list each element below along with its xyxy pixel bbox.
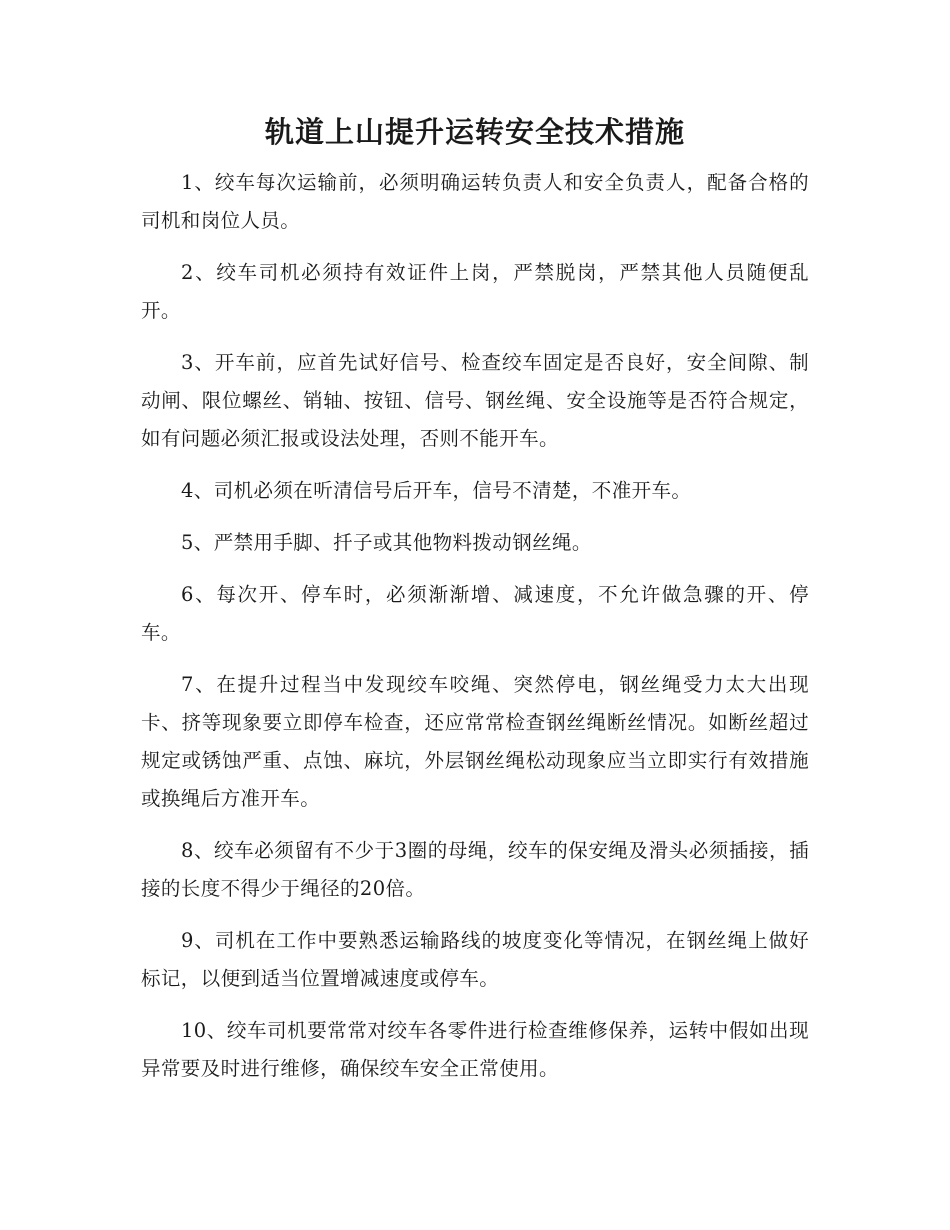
measure-item-9: 9、司机在工作中要熟悉运输路线的坡度变化等情况，在钢丝绳上做好标记，以便到适当位置增减速度或停车。 xyxy=(141,929,809,990)
measure-item-10: 10、绞车司机要常常对绞车各零件进行检查维修保养，运转中假如出现异常要及时进行维修，确保绞车安全正常使用。 xyxy=(141,1019,809,1080)
measure-item-2: 2、绞车司机必须持有效证件上岗，严禁脱岗，严禁其他人员随便乱开。 xyxy=(141,261,809,322)
document-title: 轨道上山提升运转安全技术措施 xyxy=(264,115,685,149)
measure-item-1: 1、绞车每次运输前，必须明确运转负责人和安全负责人，配备合格的司机和岗位人员。 xyxy=(141,171,809,232)
measure-item-3: 3、开车前，应首先试好信号、检查绞车固定是否良好，安全间隙、制动闸、限位螺丝、销轴、按钮、信号、钢丝绳、安全设施等是否符合规定，如有问题必须汇报或设法处理，否则不能开车。 xyxy=(141,351,809,450)
measures-list xyxy=(141,164,809,1102)
measure-item-8: 8、绞车必须留有不少于3圈的母绳，绞车的保安绳及滑头必须插接，插接的长度不得少于绳径的20倍。 xyxy=(141,839,809,900)
measure-item-5: 5、严禁用手脚、扦子或其他物料拨动钢丝绳。 xyxy=(181,531,592,554)
measure-item-4: 4、司机必须在听清信号后开车，信号不清楚，不准开车。 xyxy=(181,479,692,502)
measure-item-7: 7、在提升过程当中发现绞车咬绳、突然停电，钢丝绳受力太大出现卡、挤等现象要立即停车检查，还应常常检查钢丝绳断丝情况。如断丝超过规定或锈蚀严重、点蚀、麻坑，外层钢丝绳松动现象应当立即实行有效措施或换绳后方准开车。 xyxy=(141,673,809,810)
measure-item-6: 6、每次开、停车时，必须渐渐增、减速度，不允许做急骤的开、停车。 xyxy=(141,583,809,644)
